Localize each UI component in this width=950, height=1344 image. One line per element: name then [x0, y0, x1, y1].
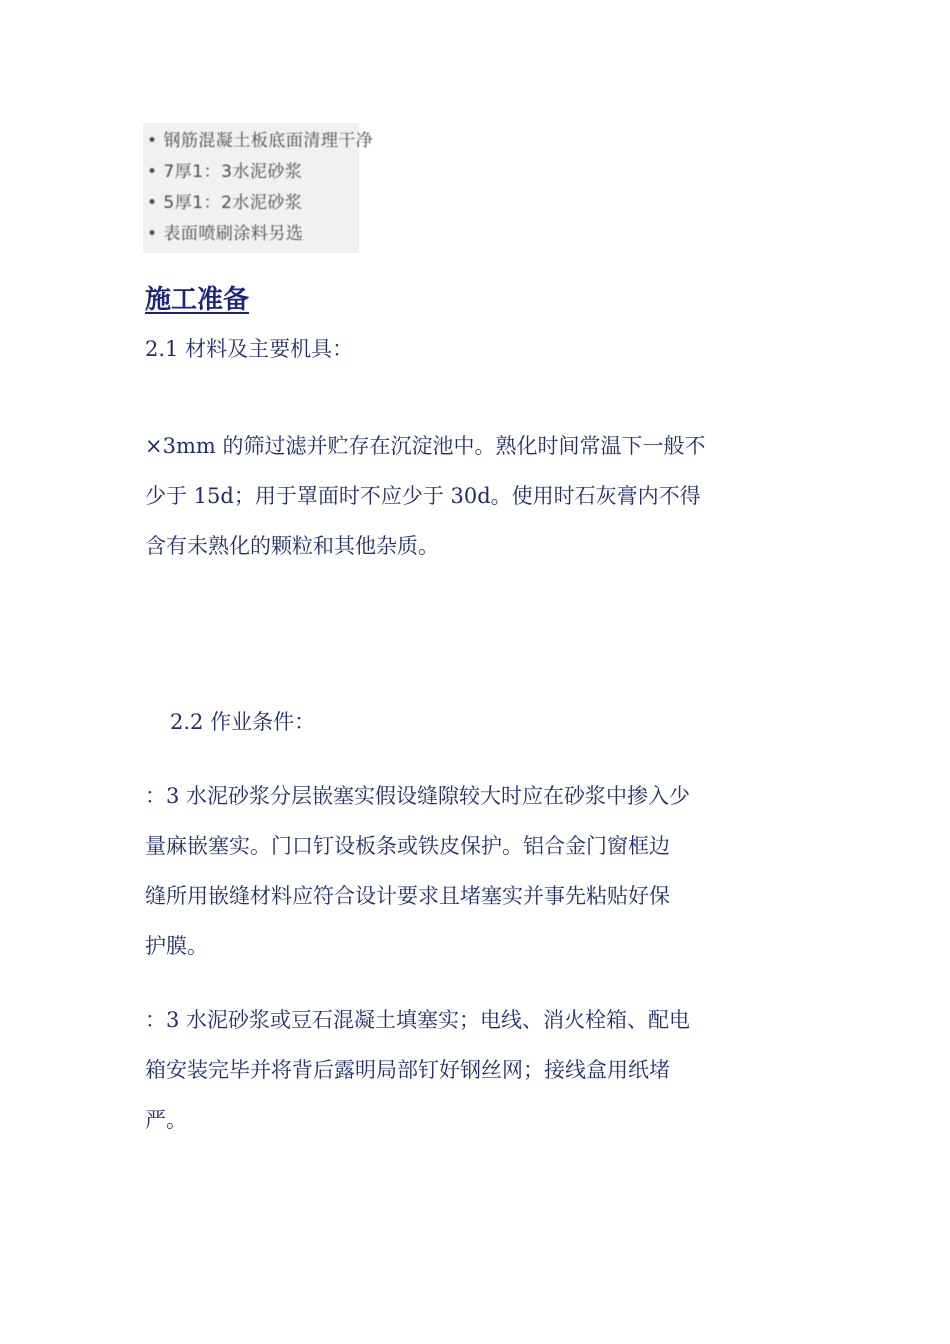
figure-line: • 钢筋混凝土板底面清理干净: [147, 131, 374, 151]
paragraph-line: 缝所用嵌缝材料应符合设计要求且堵塞实并事先粘贴好保: [145, 884, 670, 908]
figure-line: • 5厚1：2水泥砂浆: [147, 193, 303, 213]
paragraph-line: 量麻嵌塞实。门口钉设板条或铁皮保护。铝合金门窗框边: [145, 834, 670, 858]
paragraph-line: 箱安装完毕并将背后露明局部钉好钢丝网；接线盒用纸堵: [145, 1058, 670, 1082]
section-heading-link[interactable]: 施工准备: [145, 285, 250, 315]
figure-line: • 表面喷刷涂料另选: [147, 224, 304, 244]
paragraph-line: ：3 水泥砂浆或豆石混凝土填塞实；电线、消火栓箱、配电: [145, 1008, 691, 1032]
construction-layers-figure: [143, 123, 374, 253]
figure-line: • 7厚1：3水泥砂浆: [147, 162, 303, 182]
paragraph-line: 含有未熟化的颗粒和其他杂质。: [145, 534, 439, 558]
paragraph-line: 严。: [145, 1108, 187, 1132]
paragraph-line: ：3 水泥砂浆分层嵌塞实假设缝隙较大时应在砂浆中掺入少: [145, 784, 691, 808]
paragraph-line: 护膜。: [145, 934, 208, 958]
paragraph-line: 少于 15d；用于罩面时不应少于 30d。使用时石灰膏内不得: [145, 484, 701, 508]
paragraph-conditions-1: [145, 771, 810, 971]
subsection-title-materials: 2.1 材料及主要机具：: [145, 337, 354, 361]
subsection-title-conditions: 2.2 作业条件：: [170, 710, 316, 734]
paragraph-conditions-2: [145, 995, 810, 1145]
paragraph-line: ×3mm 的筛过滤并贮存在沉淀池中。熟化时间常温下一般不: [145, 434, 706, 458]
paragraph-materials: [145, 421, 810, 571]
